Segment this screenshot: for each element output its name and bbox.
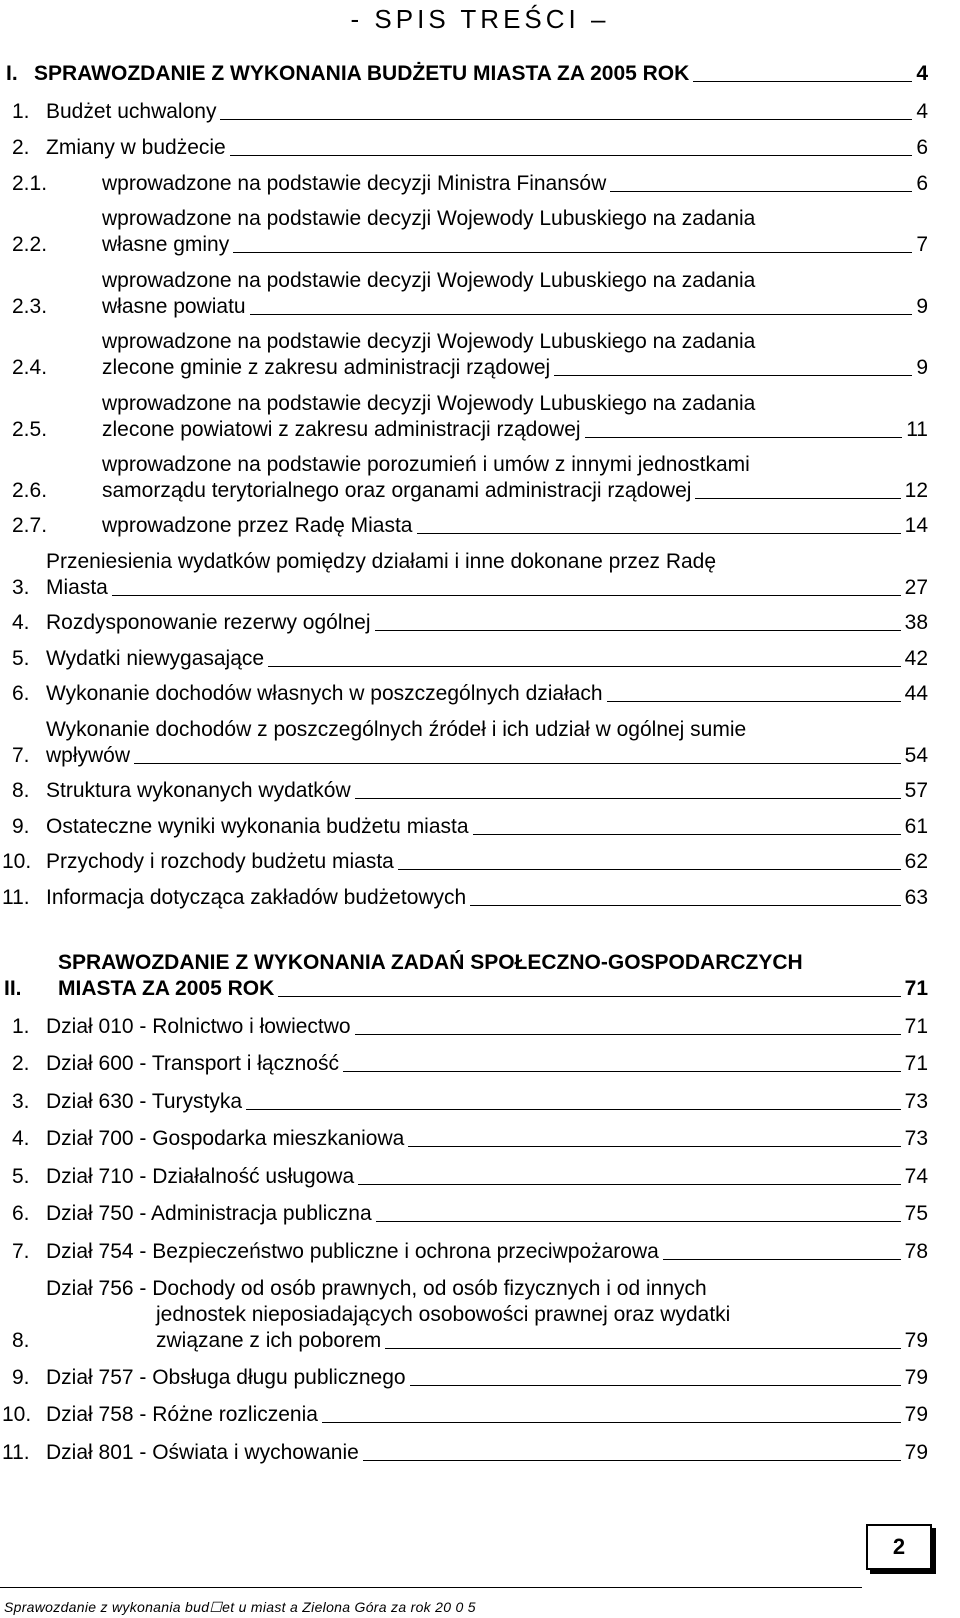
toc-leader-line bbox=[376, 1221, 901, 1222]
toc-leader-line bbox=[695, 498, 900, 499]
toc-leader-line bbox=[375, 630, 901, 631]
toc-entry bbox=[2, 1440, 928, 1466]
toc-entry-number: 5. bbox=[12, 647, 30, 670]
toc-leader-line bbox=[408, 1146, 900, 1147]
toc-entry-text: Przeniesienia wydatków pomiędzy działami i inne dokonane przez Radę bbox=[46, 550, 717, 573]
toc-entry-number: 10. bbox=[2, 850, 32, 873]
toc-entry-number: 2.5. bbox=[12, 418, 48, 441]
toc-entry-text: Przychody i rozchody budżetu miasta bbox=[46, 850, 394, 873]
toc-entry-number: 8. bbox=[12, 1329, 30, 1352]
toc-leader-line bbox=[230, 155, 913, 156]
page-number-box bbox=[866, 1524, 932, 1570]
toc-entry-page: 79 bbox=[904, 1366, 928, 1389]
toc-entry-text: Struktura wykonanych wydatków bbox=[46, 779, 351, 802]
toc-leader-line bbox=[693, 81, 912, 82]
toc-leader-line bbox=[470, 905, 900, 906]
toc-entry bbox=[12, 549, 928, 601]
toc-entry bbox=[12, 452, 928, 504]
footer-divider bbox=[0, 1587, 862, 1588]
toc-entry-page: 78 bbox=[904, 1240, 928, 1263]
toc-entry-page: 73 bbox=[904, 1127, 928, 1150]
toc-entry bbox=[2, 885, 928, 911]
toc-leader-line bbox=[278, 996, 900, 997]
toc-entry-page: 71 bbox=[904, 1015, 928, 1038]
toc-entry-text: wprowadzone przez Radę Miasta bbox=[102, 514, 413, 537]
toc-entry-text: Dział 630 - Turystyka bbox=[46, 1090, 243, 1113]
toc-entry bbox=[12, 610, 928, 636]
toc-leader-line bbox=[410, 1385, 901, 1386]
toc-leader-line bbox=[417, 533, 901, 534]
toc-entry-text: zlecone gminie z zakresu administracji rządowej bbox=[102, 356, 551, 379]
toc-entry-text: Informacja dotycząca zakładów budżetowych bbox=[46, 886, 467, 909]
toc-entry bbox=[12, 1051, 928, 1077]
toc-entry-text: zlecone powiatowi z zakresu administracji rządowej bbox=[102, 418, 581, 441]
toc-entry-text: Dział 801 - Oświata i wychowanie bbox=[46, 1441, 359, 1464]
toc-entry bbox=[12, 206, 928, 258]
toc-entry-number: 11. bbox=[2, 1441, 30, 1464]
toc-entry bbox=[12, 171, 928, 197]
toc-entry-page: 27 bbox=[904, 576, 928, 599]
toc-leader-line bbox=[607, 701, 901, 702]
toc-entry-text: wpływów bbox=[46, 744, 131, 767]
toc-entry bbox=[12, 513, 928, 539]
toc-leader-line bbox=[398, 869, 901, 870]
toc-entry-page: 38 bbox=[904, 611, 928, 634]
toc-entry-page: 6 bbox=[916, 136, 928, 159]
page-title: - SPIS TREŚCI – bbox=[350, 4, 610, 34]
toc-entry-text: SPRAWOZDANIE Z WYKONANIA BUDŻETU MIASTA ZA 2005 ROK bbox=[34, 62, 690, 85]
toc-entry-text: Wykonanie dochodów z poszczególnych źródeł i ich udział w ogólnej sumie bbox=[46, 718, 747, 741]
page-number: 2 bbox=[892, 1534, 906, 1559]
toc-entry-number: 2.6. bbox=[12, 479, 48, 502]
toc-entry-text: Dział 010 - Rolnictwo i łowiectwo bbox=[46, 1015, 351, 1038]
toc-entry-text: związane z ich poborem bbox=[156, 1329, 382, 1352]
toc-entry-number: I. bbox=[6, 62, 18, 85]
toc-entry-page: 9 bbox=[916, 356, 928, 379]
toc-entry-number: 3. bbox=[12, 1090, 30, 1113]
toc-entry bbox=[12, 135, 928, 161]
toc-entry bbox=[12, 1126, 928, 1152]
toc-entry-number: 6. bbox=[12, 682, 30, 705]
toc-entry bbox=[12, 1365, 928, 1391]
toc-entry-text: wprowadzone na podstawie decyzji Ministra Finansów bbox=[102, 172, 607, 195]
toc-leader-line bbox=[358, 1184, 900, 1185]
toc-entry-text: wprowadzone na podstawie decyzji Wojewody Lubuskiego na zadania bbox=[102, 330, 756, 353]
toc-leader-line bbox=[610, 191, 912, 192]
toc-entry bbox=[12, 268, 928, 320]
toc-entry-number: 1. bbox=[12, 1015, 30, 1038]
toc-entry bbox=[12, 1239, 928, 1265]
toc-leader-line bbox=[322, 1422, 901, 1423]
toc-entry-text: Dział 600 - Transport i łączność bbox=[46, 1052, 339, 1075]
toc-leader-line bbox=[355, 1034, 901, 1035]
toc-entry-number: 2.4. bbox=[12, 356, 48, 379]
toc-leader-line bbox=[385, 1348, 900, 1349]
toc-entry-number: 9. bbox=[12, 1366, 30, 1389]
toc-entry-page: 79 bbox=[904, 1403, 928, 1426]
toc-entry-page: 42 bbox=[904, 647, 928, 670]
toc-entry-page: 79 bbox=[904, 1441, 928, 1464]
toc-leader-line bbox=[220, 119, 912, 120]
toc-entry bbox=[12, 391, 928, 443]
toc-entry-page: 11 bbox=[906, 418, 928, 441]
toc-entry-number: 4. bbox=[12, 1127, 30, 1150]
toc-entry-page: 75 bbox=[904, 1202, 928, 1225]
toc-entry bbox=[12, 814, 928, 840]
toc-entry-number: 2. bbox=[12, 1052, 30, 1075]
toc-entry-number: 2.1. bbox=[12, 172, 48, 195]
toc-leader-line bbox=[363, 1460, 901, 1461]
toc-entry-page: 61 bbox=[904, 815, 928, 838]
toc-entry-page: 7 bbox=[916, 233, 928, 256]
toc-entry-text: Miasta bbox=[46, 576, 108, 599]
toc-entry-number: 1. bbox=[12, 100, 30, 123]
toc-leader-line bbox=[585, 437, 903, 438]
toc-entry-page: 63 bbox=[904, 886, 928, 909]
toc-entry bbox=[6, 61, 928, 87]
toc-entry-number: 2.3. bbox=[12, 295, 48, 318]
toc-entry-number: 2. bbox=[12, 136, 30, 159]
toc-entry-text: Dział 757 - Obsługa długu publicznego bbox=[46, 1366, 406, 1389]
toc-entry-page: 57 bbox=[904, 779, 928, 802]
toc-entry-text: Dział 756 - Dochody od osób prawnych, od osób fizycznych i od innych bbox=[46, 1277, 707, 1300]
toc-entry-text: MIASTA ZA 2005 ROK bbox=[58, 977, 275, 1000]
toc-entry-page: 71 bbox=[904, 977, 928, 1000]
toc-entry bbox=[12, 1089, 928, 1115]
toc-entry-number: 11. bbox=[2, 886, 30, 909]
toc-entry bbox=[12, 646, 928, 672]
toc-entry-page: 79 bbox=[904, 1329, 928, 1352]
toc-entry-text: wprowadzone na podstawie decyzji Wojewody Lubuskiego na zadania bbox=[102, 207, 756, 230]
toc-entry bbox=[12, 778, 928, 804]
toc-entry bbox=[12, 1164, 928, 1190]
toc-entry bbox=[12, 1276, 928, 1354]
toc-entry-number: 3. bbox=[12, 576, 30, 599]
toc-entry-number: II. bbox=[4, 977, 22, 1000]
toc-entry-text: wprowadzone na podstawie decyzji Wojewody Lubuskiego na zadania bbox=[102, 269, 756, 292]
toc-entry bbox=[2, 1402, 928, 1428]
toc-entry-page: 4 bbox=[916, 62, 928, 85]
toc-leader-line bbox=[473, 834, 901, 835]
toc-entry bbox=[12, 99, 928, 125]
toc-entry-text: Wykonanie dochodów własnych w poszczególnych działach bbox=[46, 682, 603, 705]
toc-entry-text: samorządu terytorialnego oraz organami administracji rządowej bbox=[102, 479, 692, 502]
toc-entry-number: 6. bbox=[12, 1202, 30, 1225]
toc-leader-line bbox=[268, 666, 901, 667]
toc-entry-text: wprowadzone na podstawie porozumień i umów z innymi jednostkami bbox=[102, 453, 750, 476]
toc-entry-page: 4 bbox=[916, 100, 928, 123]
toc-entry bbox=[12, 681, 928, 707]
toc-leader-line bbox=[246, 1109, 901, 1110]
toc-entry-number: 7. bbox=[12, 1240, 30, 1263]
toc-leader-line bbox=[355, 798, 901, 799]
toc-entry bbox=[12, 717, 928, 769]
footer-text: Sprawozdanie z wykonania bud☐et u miast a Zielona Góra za rok 20 0 5 bbox=[4, 1599, 476, 1615]
toc-entry-text: Dział 700 - Gospodarka mieszkaniowa bbox=[46, 1127, 405, 1150]
toc-entry-number: 7. bbox=[12, 744, 30, 767]
toc-entry-number: 2.2. bbox=[12, 233, 48, 256]
toc-entry-text: Budżet uchwalony bbox=[46, 100, 217, 123]
toc-leader-line bbox=[134, 763, 901, 764]
toc-entry-text: Ostateczne wyniki wykonania budżetu miasta bbox=[46, 815, 469, 838]
toc-entry-number: 5. bbox=[12, 1165, 30, 1188]
toc-entry-text: Dział 750 - Administracja publiczna bbox=[46, 1202, 372, 1225]
toc-entry-number: 2.7. bbox=[12, 514, 48, 537]
toc-entry-text: SPRAWOZDANIE Z WYKONANIA ZADAŃ SPOŁECZNO-GOSPODARCZYCH bbox=[58, 951, 803, 974]
toc-entry-text: własne gminy bbox=[102, 233, 230, 256]
toc-entry-text: Dział 754 - Bezpieczeństwo publiczne i ochrona przeciwpożarowa bbox=[46, 1240, 659, 1263]
toc-entry bbox=[2, 849, 928, 875]
toc-entry-number: 8. bbox=[12, 779, 30, 802]
toc-entry-number: 4. bbox=[12, 611, 30, 634]
toc-entry-text: wprowadzone na podstawie decyzji Wojewody Lubuskiego na zadania bbox=[102, 392, 756, 415]
toc-entry-text: jednostek nieposiadających osobowości prawnej oraz wydatki bbox=[156, 1303, 731, 1326]
toc-entry-text: własne powiatu bbox=[102, 295, 246, 318]
toc-entry-number: 9. bbox=[12, 815, 30, 838]
toc-entry-page: 14 bbox=[904, 514, 928, 537]
toc-entry-page: 73 bbox=[904, 1090, 928, 1113]
toc-entry-page: 74 bbox=[904, 1165, 928, 1188]
toc-entry-text: Wydatki niewygasające bbox=[46, 647, 265, 670]
toc-entry-page: 6 bbox=[916, 172, 928, 195]
toc-entry-page: 9 bbox=[916, 295, 928, 318]
toc-entry-text: Dział 710 - Działalność usługowa bbox=[46, 1165, 355, 1188]
toc-leader-line bbox=[233, 252, 912, 253]
toc-entry bbox=[12, 1201, 928, 1227]
toc-entry-number: 10. bbox=[2, 1403, 32, 1426]
toc-leader-line bbox=[112, 595, 901, 596]
toc-entry-text: Dział 758 - Różne rozliczenia bbox=[46, 1403, 318, 1426]
toc-leader-line bbox=[663, 1259, 901, 1260]
toc-entry-text: Rozdysponowanie rezerwy ogólnej bbox=[46, 611, 371, 634]
toc-entry-page: 62 bbox=[904, 850, 928, 873]
toc-entry-page: 54 bbox=[904, 744, 928, 767]
toc-leader-line bbox=[343, 1071, 901, 1072]
toc-entry bbox=[4, 950, 928, 1002]
toc-entry-page: 12 bbox=[904, 479, 928, 502]
toc-leader-line bbox=[250, 314, 913, 315]
toc-leader-line bbox=[554, 375, 912, 376]
toc-entry bbox=[12, 1014, 928, 1040]
toc-entry-page: 71 bbox=[904, 1052, 928, 1075]
toc-entry bbox=[12, 329, 928, 381]
toc-entry-page: 44 bbox=[904, 682, 928, 705]
toc-entry-text: Zmiany w budżecie bbox=[46, 136, 226, 159]
